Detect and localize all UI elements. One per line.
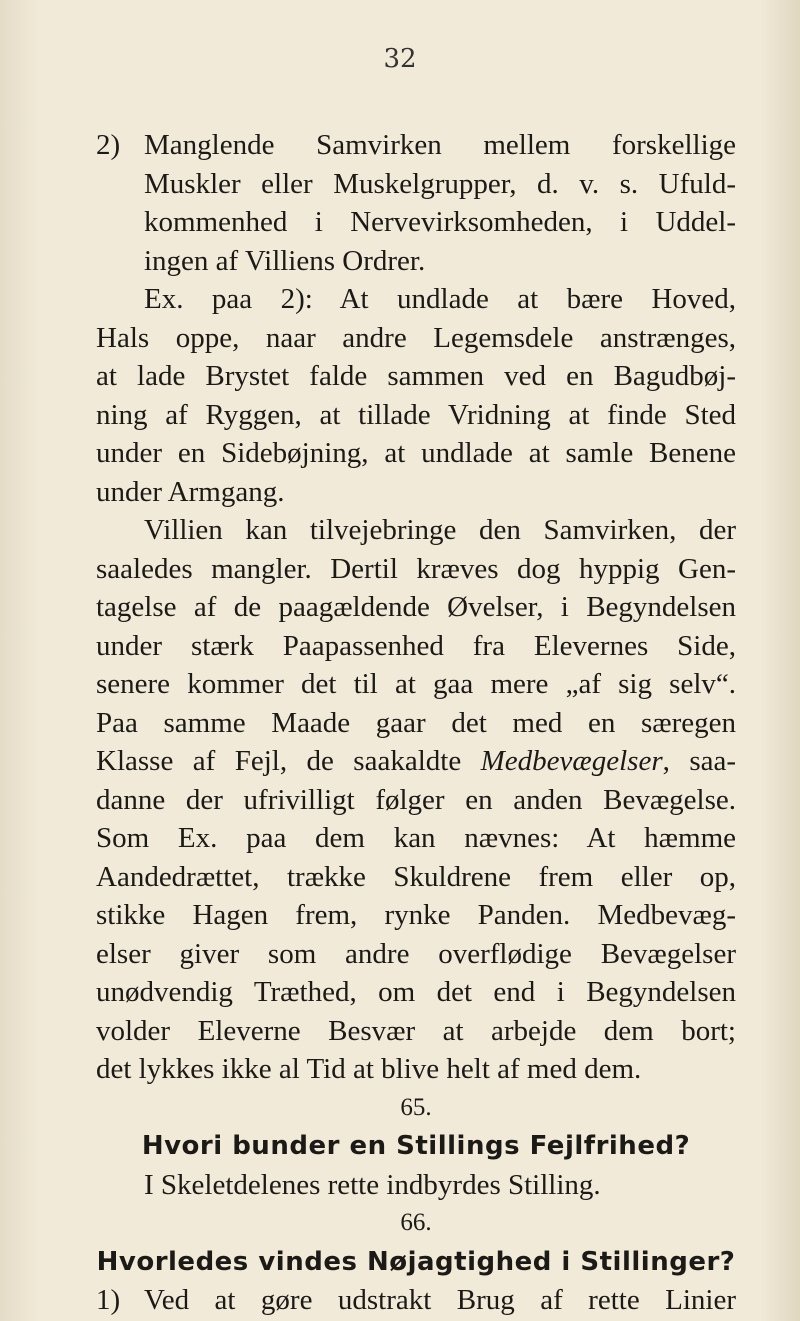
italic-term: Medbevægelser	[480, 745, 663, 777]
text-line: saaledes mangler. Dertil kræves dog hyppig Gen-	[96, 552, 736, 585]
text-line: det lykkes ikke al Tid at blive helt af med dem.	[96, 1053, 642, 1085]
text-run: Klasse af Fejl, de saakaldte	[96, 745, 481, 777]
list-item-1	[96, 1281, 736, 1320]
text-line: stikke Hagen frem, rynke Panden. Medbevæg-	[96, 899, 736, 931]
list-item-2-first-line	[96, 126, 736, 165]
text-line: Paa samme Maade gaar det med en særegen	[96, 706, 736, 739]
page-edge-shadow-right	[760, 0, 800, 1321]
text-line: Hals oppe, naar andre Legemsdele anstrænges,	[96, 321, 736, 354]
text-line: danne der ufrivilligt følger en anden Bevægelse.	[96, 783, 736, 816]
text-line: Ved at gøre udstrakt Brug af rette Linier	[144, 1284, 736, 1316]
text-line: under en Sidebøjning, at undlade at samle Benene	[96, 437, 736, 469]
section-heading: Hvorledes vindes Nøjagtighed i Stillinger?	[96, 1246, 736, 1277]
text-line: Manglende Samvirken mellem forskellige	[144, 129, 736, 161]
text-line: volder Eleverne Besvær at arbejde dem bort;	[96, 1014, 736, 1047]
text-line: Som Ex. paa dem kan nævnes: At hæmme	[96, 822, 736, 854]
page-body	[96, 126, 736, 1320]
list-marker: 1)	[96, 1284, 121, 1316]
list-marker: 2)	[96, 129, 121, 161]
text-line: under Armgang.	[96, 475, 285, 508]
text-line: at lade Brystet falde sammen ved en Bagudbøj-	[96, 360, 736, 392]
text-run: , saa-	[662, 745, 736, 777]
section-number: 65.	[400, 1093, 432, 1121]
page-number: 32	[383, 44, 417, 74]
text-line: kommenhed i Nervevirksomheden, i Uddel-	[144, 206, 736, 238]
text-line: Muskler eller Muskelgrupper, d. v. s. Ufuld-	[144, 167, 736, 200]
section-number: 66.	[400, 1209, 432, 1236]
section-heading: Hvori bunder en Stillings Fejlfrihed?	[141, 1131, 691, 1161]
text-line: unødvendig Træthed, om det end i Begyndelsen	[96, 976, 736, 1008]
text-line: Ex. paa 2): At undlade at bære Hoved,	[144, 283, 736, 315]
page-edge-shadow-left	[0, 0, 40, 1321]
text-line-with-italic	[96, 742, 736, 781]
text-line: tagelse af de paagældende Øvelser, i Begyndelsen	[96, 591, 736, 623]
text-line: under stærk Paapassenhed fra Elevernes Side,	[96, 629, 736, 662]
text-line: Aandedrættet, trække Skuldrene frem eller op,	[96, 860, 736, 893]
text-line: Villien kan tilvejebringe den Samvirken, der	[144, 514, 736, 546]
text-line: senere kommer det til at gaa mere „af sig selv“.	[96, 668, 736, 700]
text-line: ingen af Villiens Ordrer.	[144, 244, 426, 277]
text-line: I Skeletdelenes rette indbyrdes Stilling.	[144, 1168, 601, 1201]
text-line: elser giver som andre overflødige Bevægelser	[96, 937, 736, 970]
text-line: ning af Ryggen, at tillade Vridning at finde Sted	[96, 398, 736, 431]
